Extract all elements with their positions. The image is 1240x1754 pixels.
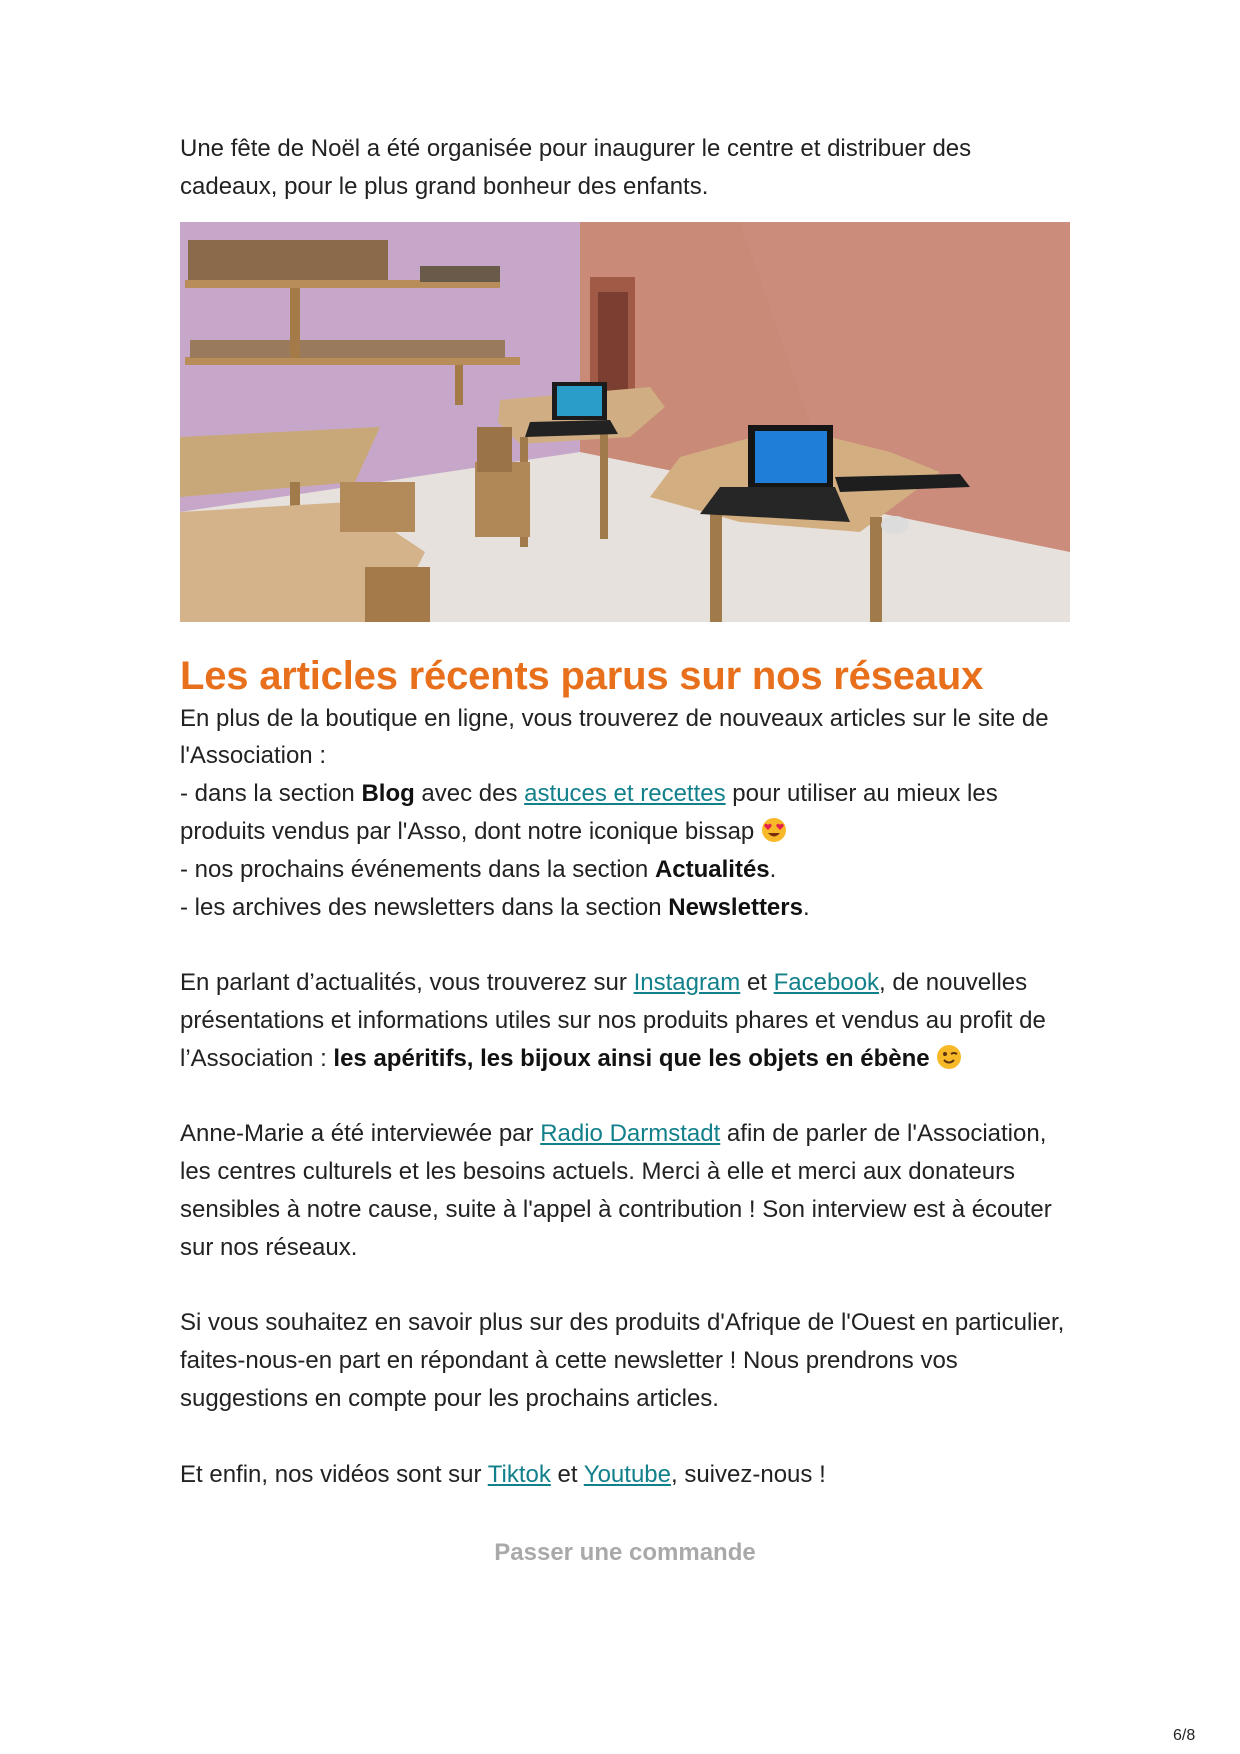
actualites-section-label: Actualités [654,855,770,883]
order-button[interactable]: Passer une commande [494,1539,756,1567]
interview-paragraph: Anne-Marie a été interviewée par Radio Darmstadt afin de parler de l'Association, les centres culturels et les besoins actuels. Merci à elle et merci aux donateurs sensibles à notre cause, suite à l'appel à contribution ! Son interview est à écouter sur nos réseaux. [180,1120,1052,1261]
facebook-link[interactable]: Facebook [773,969,880,997]
recipes-link[interactable]: astuces et recettes [524,780,726,808]
instagram-link[interactable]: Instagram [633,969,741,997]
suggestions-paragraph: Si vous souhaitez en savoir plus sur des produits d'Afrique de l'Ouest en particulier, faites-nous-en part en répondant à cette newsletter ! Nous prendrons vos suggestions en compte pour les prochains articles. [180,1309,1065,1412]
section-title: Les articles récents parus sur nos réseaux [180,653,984,698]
radio-darmstadt-link[interactable]: Radio Darmstadt [540,1120,721,1148]
products-highlight: les apéritifs, les bijoux ainsi que les objets en ébène [333,1044,930,1072]
newsletters-section-label: Newsletters [668,893,803,921]
winking-emoji-icon [936,1044,962,1070]
intro-paragraph: Une fête de Noël a été organisée pour inaugurer le centre et distribuer des cadeaux, pour le plus grand bonheur des enfants. [180,135,972,200]
heart-eyes-emoji-icon [761,817,787,843]
blog-section-label: Blog [361,780,415,808]
articles-paragraph: En plus de la boutique en ligne, vous trouverez de nouveaux articles sur le site de l'Association : - dans la section Blog avec des astuces et recettes pour utiliser au mieux les produits vendus par l'Asso, dont notre iconique bissap - nos prochains événements dans la section Actualités. - les archives des newsletters dans la section Newsletters. [180,704,1049,921]
newsletter-page [180,130,1070,1567]
social-paragraph: En parlant d’actualités, vous trouverez sur Instagram et Facebook, de nouvelles présentations et informations utiles sur nos produits phares et vendus au profit de l’Association : les apéritifs, les bijoux ainsi que les objets en ébène [180,969,1046,1072]
page-number: 6/8 [1173,1727,1196,1744]
youtube-link[interactable]: Youtube [583,1460,671,1488]
tiktok-link[interactable]: Tiktok [487,1460,551,1488]
library-room-photo [180,222,1070,622]
videos-paragraph: Et enfin, nos vidéos sont sur Tiktok et Youtube, suivez-nous ! [180,1460,826,1488]
